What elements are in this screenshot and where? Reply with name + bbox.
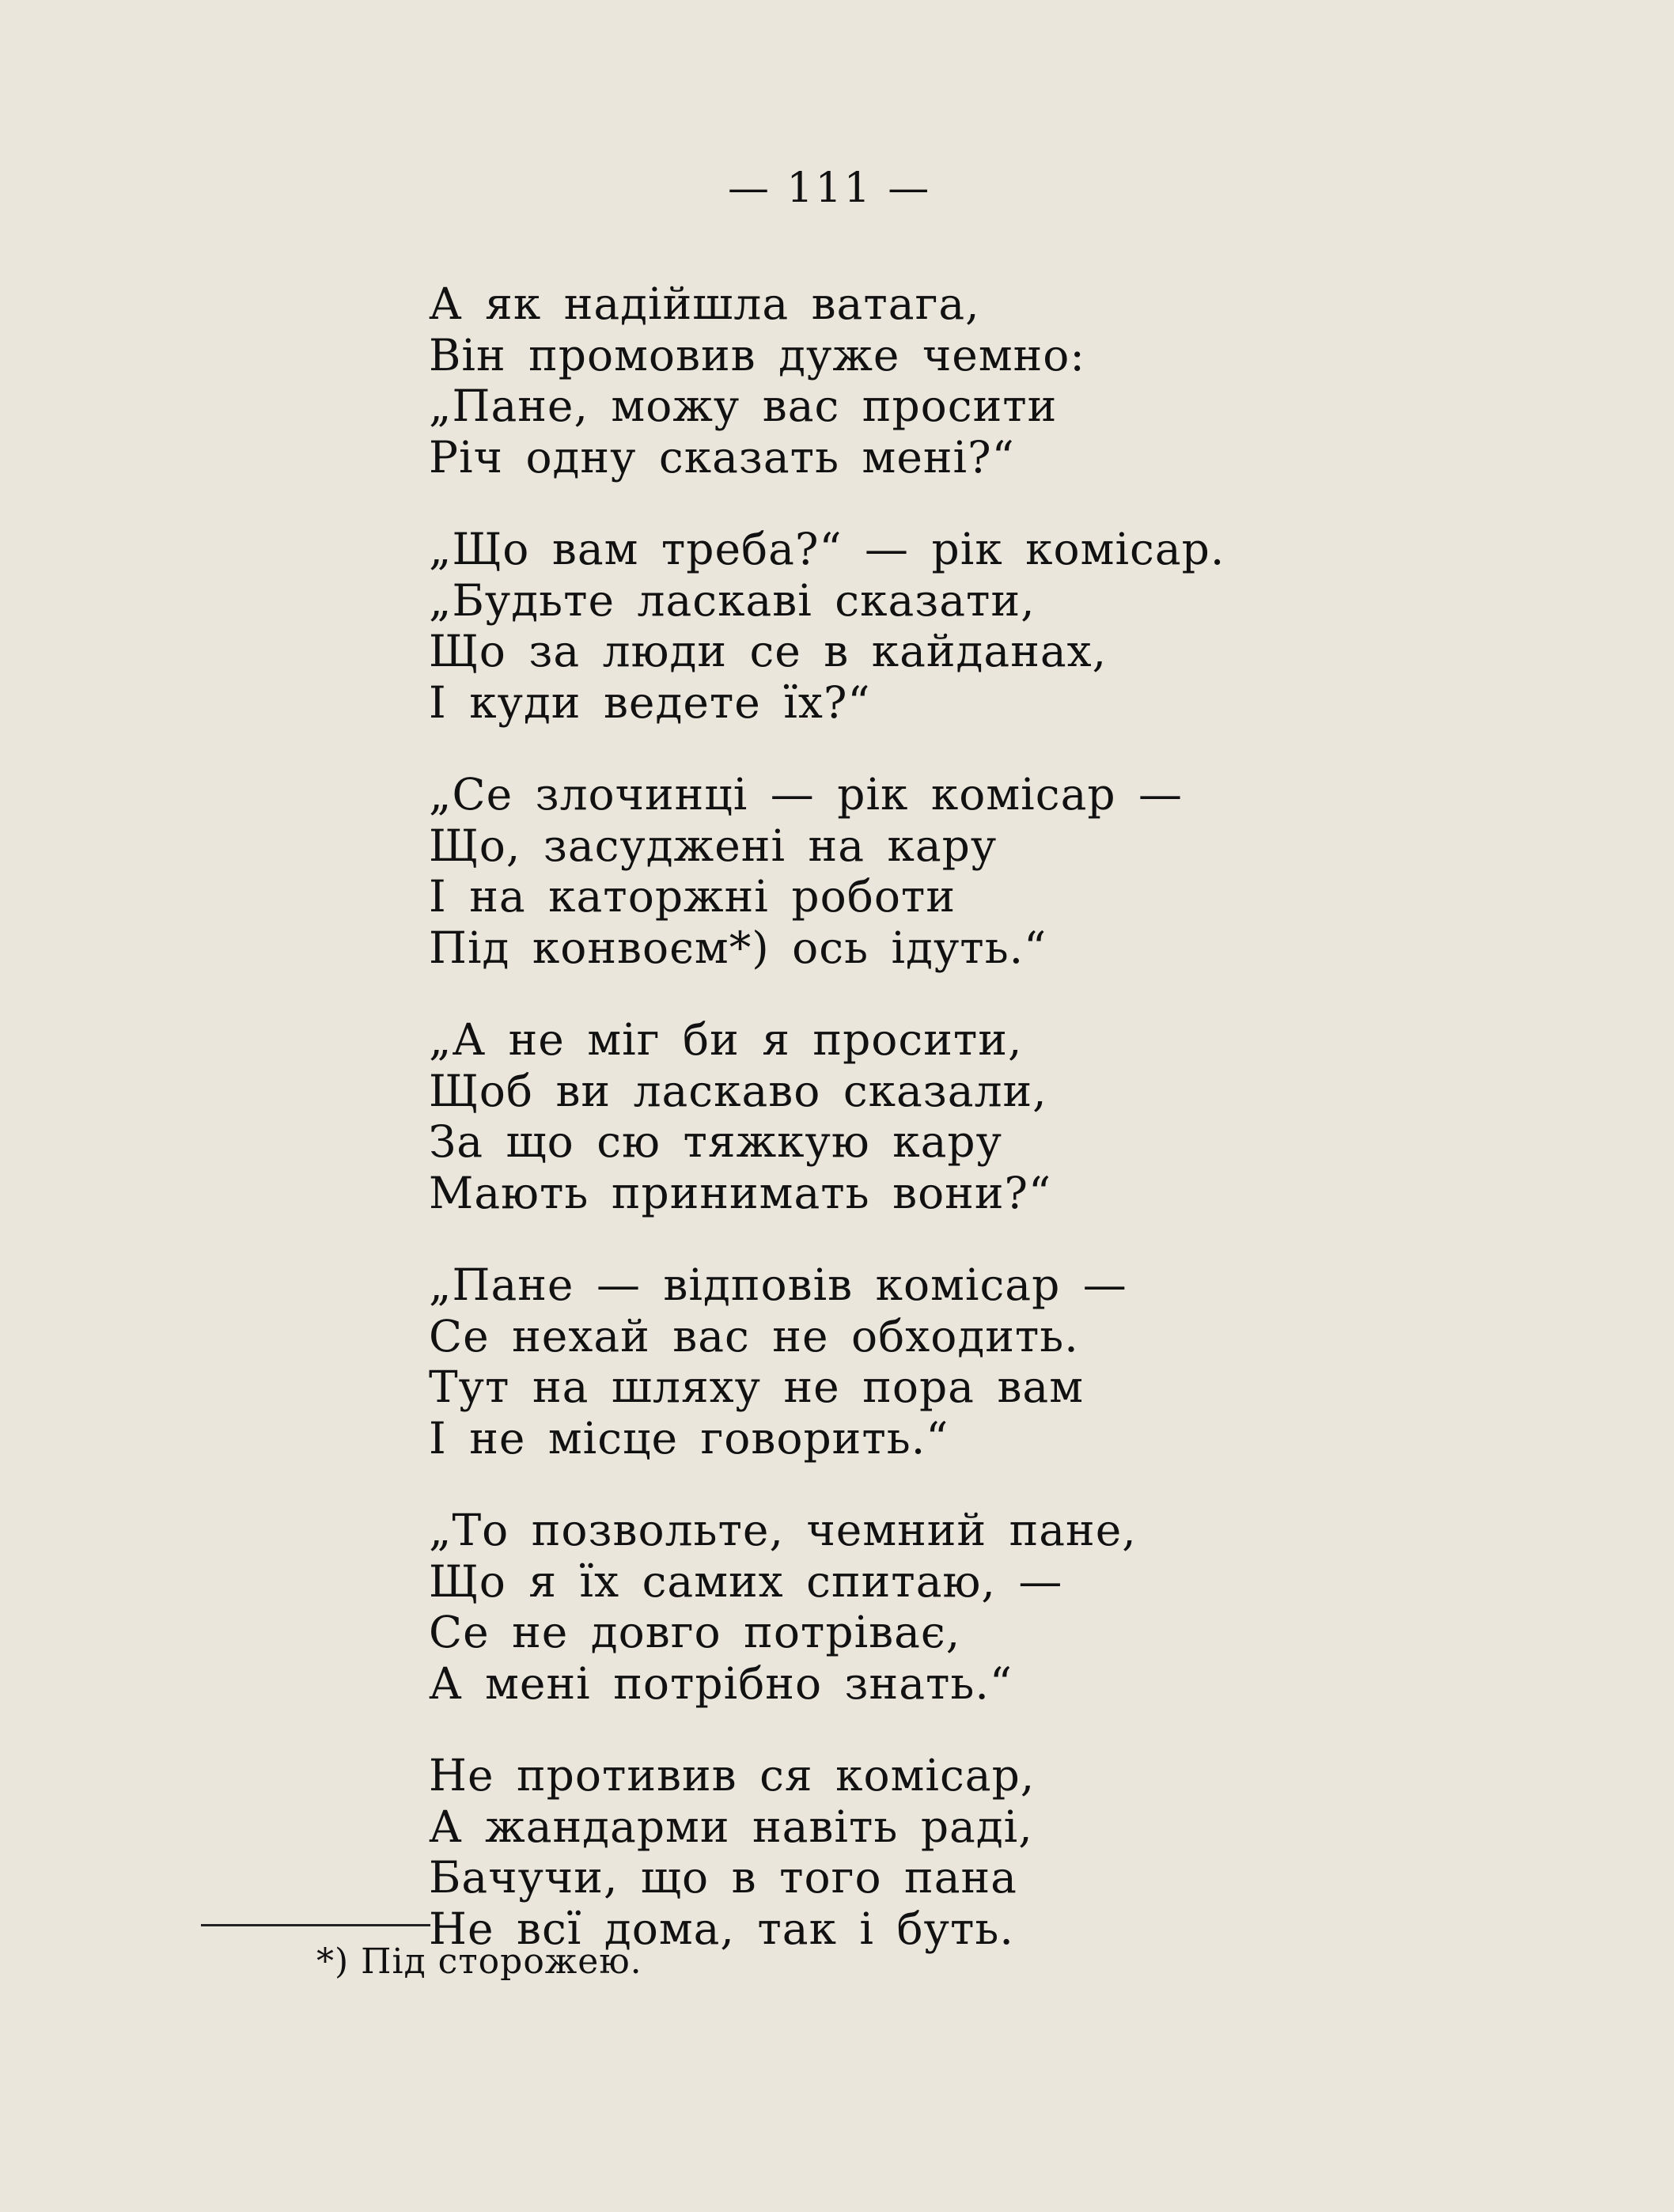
poem-line: Мають принимать вони?“ [429,1167,1052,1218]
poem-line: „Будьте ласкаві сказати, [429,574,1036,626]
poem-line: Не противив ся комісар, [429,1750,1036,1801]
poem-line: Бачучи, що в того пана [429,1852,1017,1903]
poem-line: І куди ведете їх?“ [429,676,871,728]
footnote: *) Під сторожею. [316,1941,642,1982]
page-number: — 111 — [728,165,932,212]
poem-line: І на каторжні роботи [429,871,956,922]
poem-line: За що сю тяжкую кару [429,1116,1002,1167]
poem-line: Що, засуджені на кару [429,820,998,871]
poem-line: І не місце говорить.“ [429,1412,949,1464]
poem-line: Що я їх самих спитаю, — [429,1555,1063,1607]
stanza [429,1750,1576,1954]
poem-line: Се не довго потріває, [429,1607,961,1657]
stanza [429,278,1576,483]
poem-line: „Що вам треба?“ — рік комісар. [429,524,1225,574]
poem-line: Тут на шляху не пора вам [429,1362,1084,1412]
poem-line: Що за люди се в кайданах, [429,626,1108,676]
poem [429,278,1576,1995]
poem-line: А мені потрібно знать.“ [429,1657,1013,1709]
stanza [429,524,1576,728]
poem-line: Під конвоєм*) ось ідуть.“ [429,922,1047,973]
poem-line: А як надійшла ватага, [429,278,980,329]
footnote-divider [201,1924,430,1926]
stanza [429,1014,1576,1218]
stanza [429,1505,1576,1709]
poem-line: Се нехай вас не обходить. [429,1310,1079,1362]
poem-line: „Пане — відповів комісар — [429,1259,1127,1310]
poem-line: „Се злочинці — рік комісар — [429,769,1184,820]
poem-line: Не всї дома, так і буть. [429,1903,1014,1954]
poem-line: „То позвольте, чемний пане, [429,1505,1137,1555]
poem-line: А жандарми навіть раді, [429,1801,1033,1852]
poem-line: Річ одну сказать мені?“ [429,431,1015,483]
stanza [429,769,1576,973]
poem-line: „Пане, можу вас просити [429,381,1058,431]
poem-line: „А не міг би я просити, [429,1014,1023,1065]
poem-line: Він промовив дуже чемно: [429,329,1085,381]
poem-line: Щоб ви ласкаво сказали, [429,1065,1047,1116]
stanza [429,1259,1576,1464]
